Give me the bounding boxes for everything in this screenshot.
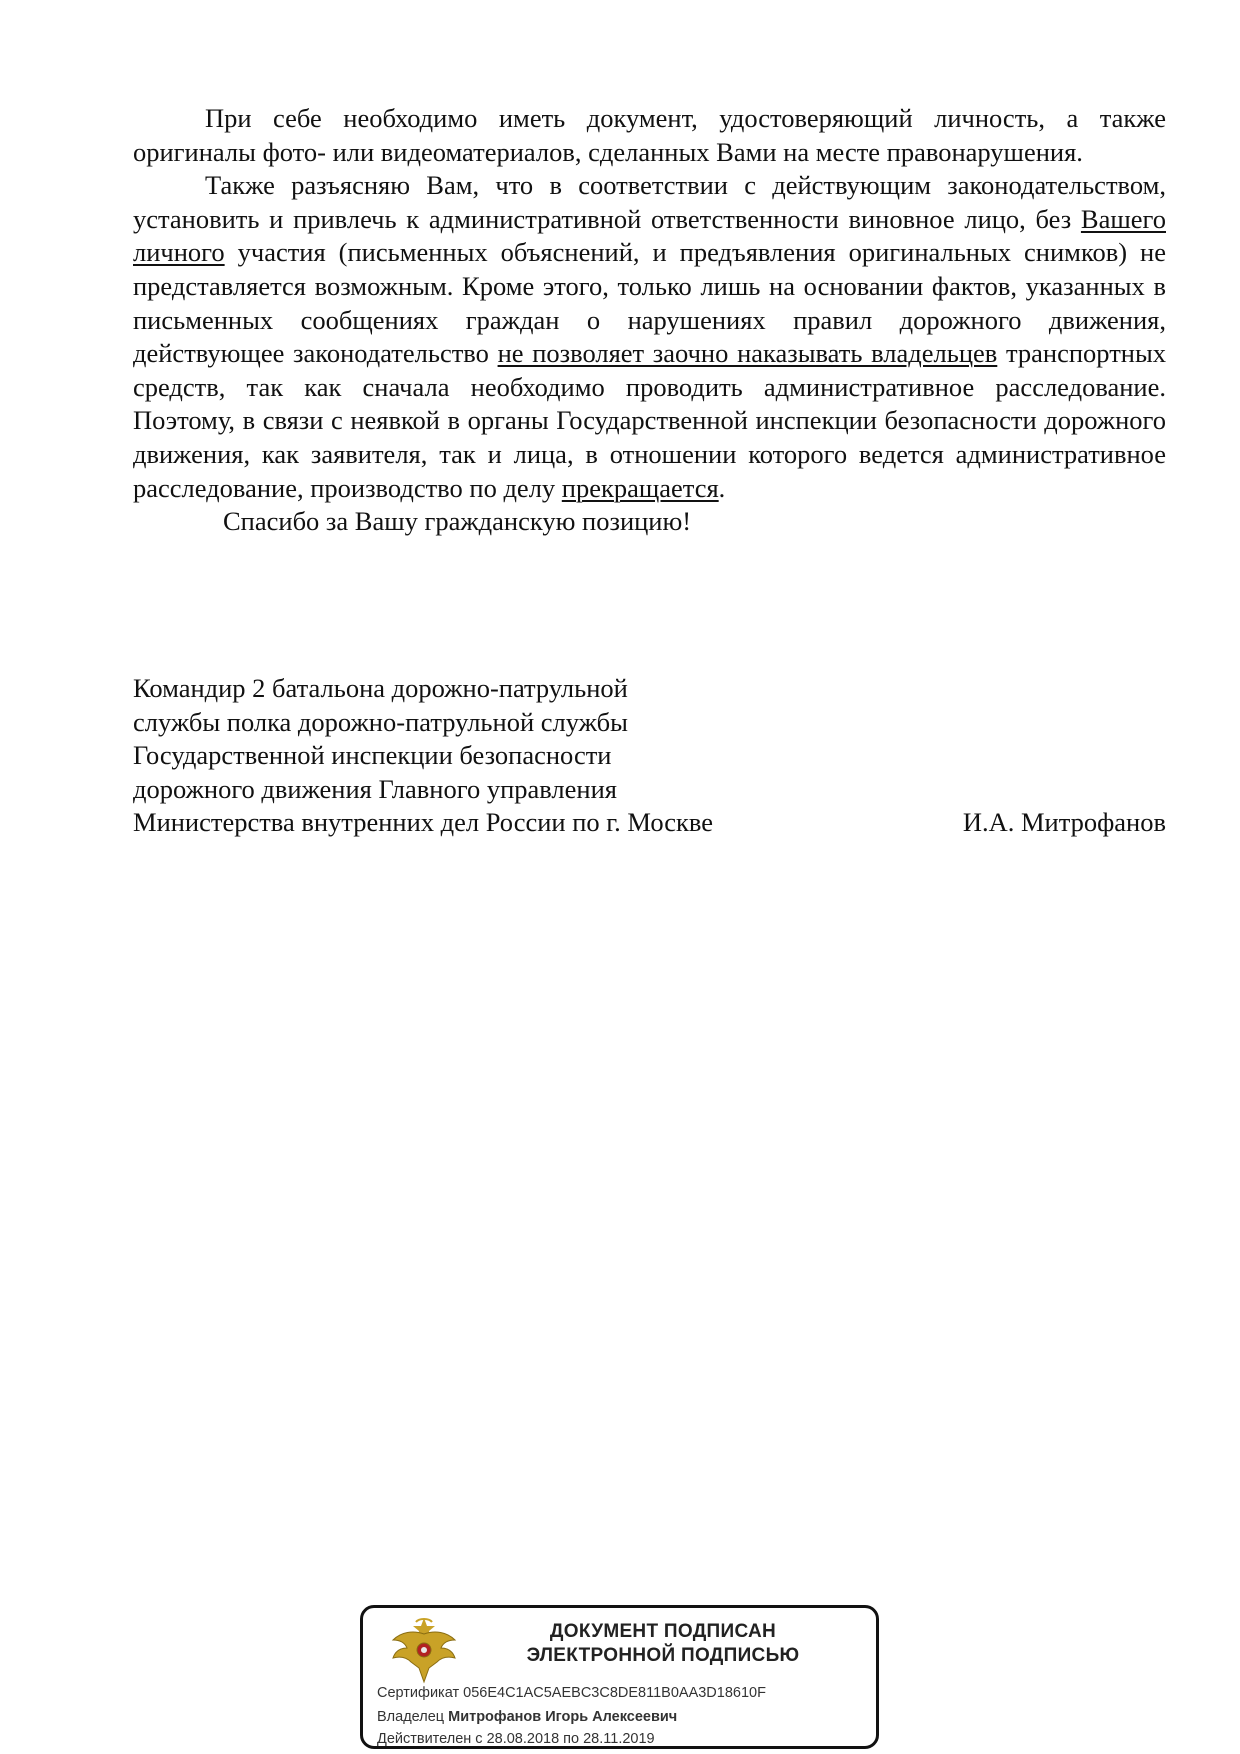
owner-line xyxy=(377,1708,677,1726)
stamp-title-line: ЭЛЕКТРОННОЙ ПОДПИСЬЮ xyxy=(526,1645,800,1666)
owner-label: Владелец xyxy=(377,1709,445,1725)
signature-position-line: дорожного движения Главного управления xyxy=(133,773,617,804)
paragraph-documents: При себе необходимо иметь документ, удостоверяющий личность, а также оригиналы фото- или видеоматериалов, сделанных Вами на месте правонарушения. xyxy=(133,103,1166,167)
eagle-emblem-icon xyxy=(389,1616,459,1686)
underlined-not-allowed: не позволяет заочно наказывать владельцев xyxy=(497,338,998,369)
validity-line: Действителен с 28.08.2018 по 28.11.2019 xyxy=(377,1731,655,1747)
signature-position-line: Государственной инспекции безопасности xyxy=(133,740,612,771)
paragraph-explanation xyxy=(133,169,1166,505)
text-segment: транспортных средств, так как сначала необходимо проводить административное расследование. Поэтому, в связи с неявкой в органы Государственной инспекции безопасности дорожного движения, как заявителя, так и лица, в отношении которого ведется административное расследование, производство по делу xyxy=(133,338,1167,503)
signature-position-line: службы полка дорожно-патрульной службы xyxy=(133,706,628,737)
electronic-signature-stamp xyxy=(360,1605,879,1749)
signatory-name: И.А. Митрофанов xyxy=(962,807,1166,838)
stamp-title-line: ДОКУМЕНТ ПОДПИСАН xyxy=(549,1621,777,1642)
underlined-terminated: прекращается xyxy=(561,472,719,503)
text-segment: Также разъясняю Вам, что в соответствии с действующим законодательством, установить и привлечь к административной ответственности виновное лицо, без xyxy=(133,170,1166,234)
signature-block xyxy=(133,672,1166,840)
paragraph-thanks: Спасибо за Вашу гражданскую позицию! xyxy=(223,506,692,537)
certificate-label: Сертификат xyxy=(377,1685,460,1701)
letter-body xyxy=(133,102,1166,539)
underlined-personal-participation: Вашего личного xyxy=(133,203,1166,268)
signature-last-row xyxy=(133,806,1166,840)
owner-value: Митрофанов Игорь Алексеевич xyxy=(448,1709,678,1725)
signature-position-line: Министерства внутренних дел России по г. Москве xyxy=(133,807,713,838)
stamp-title xyxy=(483,1620,843,1668)
text-segment: участия (письменных объяснений, и предъявления оригинальных снимков) не представляется возможным. Кроме этого, только лишь на основании фактов, указанных в письменных сообщениях граждан о нарушениях правил дорожного движения, действующее законодательство xyxy=(133,237,1166,369)
certificate-line xyxy=(377,1684,766,1702)
certificate-value: 056E4C1AC5AEBC3C8DE811B0AA3D18610F xyxy=(463,1685,766,1701)
text-segment: . xyxy=(718,472,726,503)
signature-position-line: Командир 2 батальона дорожно-патрульной xyxy=(133,673,628,703)
